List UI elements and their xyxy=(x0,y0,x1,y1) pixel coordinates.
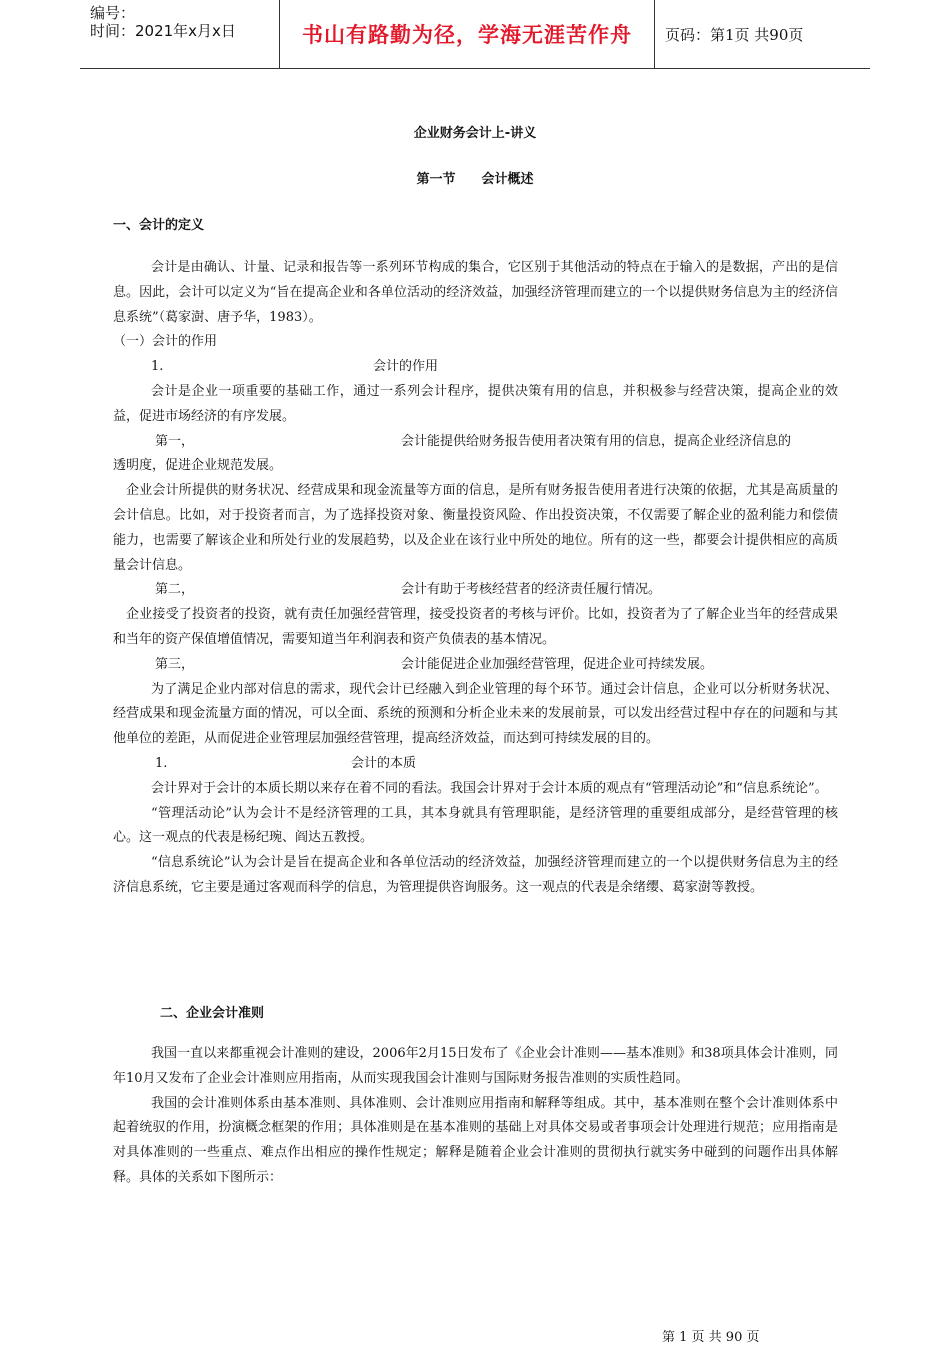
paragraph-third: 为了满足企业内部对信息的需求，现代会计已经融入到企业管理的每个环节。通过会计信息，企业可以分析财务状况、经营成果和现金流量方面的情况，可以全面、系统的预测和分析企业未来的发展前景，可以发出经营过程中存在的问题和与其他单位的差距，从而促进企业管理层加强经营管理，提高经济效益，而达到可持续发展的目的。 xyxy=(113,681,838,747)
third-point xyxy=(113,653,838,678)
time-label: 时间：2021年x月x日 xyxy=(90,22,236,40)
paragraph-management-view: “管理活动论”认为会计不是经济管理的工具，其本身就具有管理职能，是经济管理的重要组成部分，是经营管理的核心。这一观点的代表是杨纪琬、阎达五教授。 xyxy=(113,805,838,846)
item-number: 1. xyxy=(155,755,168,771)
first-point xyxy=(113,430,838,455)
header-page-label: 页码：第1页 共90页 xyxy=(665,25,804,44)
paragraph-standards-1: 我国一直以来都重视会计准则的建设，2006年2月15日发布了《企业会计准则——基本准则》和38项具体会计准则，同年10月又发布了企业会计准则应用指南，从而实现我国会计准则与国际财务报告准则的实质性趋同。 xyxy=(113,1046,838,1086)
second-point xyxy=(113,578,838,603)
paragraph-definition: 会计是由确认、计量、记录和报告等一系列环节构成的集合，它区别于其他活动的特点在于输入的是数据，产出的是信息。因此，会计可以定义为“旨在提高企业和各单位活动的经济效益，加强经济管理而建立的一个以提供财务信息为主的经济信息系统”（葛家澍、唐予华，1983）。 xyxy=(113,260,838,325)
number-label: 编号： xyxy=(90,4,136,22)
heading-standards: 二、企业会计准则 xyxy=(160,1006,265,1021)
paragraph-essence: 会计界对于会计的本质长期以来存在着不同的看法。我国会计界对于会计本质的观点有“管理活动论”和“信息系统论”。 xyxy=(151,780,828,796)
third-lead: 第三， xyxy=(155,656,195,672)
body-text-1 xyxy=(113,256,838,901)
paragraph-information-view: “信息系统论”认为会计是旨在提高企业和各单位活动的经济效益，加强经济管理而建立的一个以提供财务信息为主的经济信息系统，它主要是通过客观而科学的信息，为管理提供咨询服务。这一观点的代表是余绪缨、葛家澍等教授。 xyxy=(113,855,838,895)
header-meta xyxy=(80,0,280,68)
first-text: 会计能提供给财务报告使用者决策有用的信息，提高企业经济信息的 xyxy=(401,433,792,449)
numbered-item-role xyxy=(113,355,838,380)
item-text: 会计的本质 xyxy=(351,755,417,771)
second-lead: 第二， xyxy=(155,582,195,598)
first-text-cont: 透明度，促进企业规范发展。 xyxy=(113,458,283,474)
heading-definition: 一、会计的定义 xyxy=(113,218,205,233)
document-title: 企业财务会计上-讲义 xyxy=(413,126,537,141)
numbered-item-essence xyxy=(113,752,838,777)
paragraph-second: 企业接受了投资者的投资，就有责任加强经营管理，接受投资者的考核与评价。比如，投资者为了了解企业当年的经营成果和当年的资产保值增值情况，需要知道当年利润表和资产负债表的基本情况。 xyxy=(113,607,838,647)
subheading-role: （一）会计的作用 xyxy=(113,334,218,350)
second-text: 会计有助于考核经营者的经济责任履行情况。 xyxy=(401,582,662,598)
paragraph-role: 会计是企业一项重要的基础工作，通过一系列会计程序，提供决策有用的信息，并积极参与经营决策，提高企业的效益，促进市场经济的有序发展。 xyxy=(113,383,838,424)
paragraph-first: 企业会计所提供的财务状况、经营成果和现金流量等方面的信息，是所有财务报告使用者进行决策的依据，尤其是高质量的会计信息。比如，对于投资者而言，为了选择投资对象、衡量投资风险、作出投资决策，不仅需要了解企业的盈利能力和偿债能力，也需要了解该企业和所处行业的发展趋势，以及企业在该行业中所处的地位。所有的这一些，都要会计提供相应的高质量会计信息。 xyxy=(113,483,838,573)
first-lead: 第一， xyxy=(155,433,195,449)
item-number: 1. xyxy=(151,359,164,375)
page-footer: 第 1 页 共 90 页 xyxy=(662,1330,760,1345)
third-text: 会计能促进企业加强经营管理，促进企业可持续发展。 xyxy=(401,656,714,672)
header-motto: 书山有路勤为径，学海无涯苦作舟 xyxy=(280,0,655,68)
section-title: 第一节 会计概述 xyxy=(416,172,534,187)
page-header xyxy=(80,0,870,69)
item-text: 会计的作用 xyxy=(373,359,439,375)
body-text-2 xyxy=(113,1042,838,1191)
paragraph-standards-2: 我国的会计准则体系由基本准则、具体准则、会计准则应用指南和解释等组成。其中，基本准则在整个会计准则体系中起着统驭的作用，扮演概念框架的作用；具体准则是在基本准则的基础上对具体交易或者事项会计处理进行规范；应用指南是对具体准则的一些重点、难点作出相应的操作性规定；解释是随着企业会计准则的贯彻执行就实务中碰到的问题作出具体解释。具体的关系如下图所示： xyxy=(113,1095,838,1185)
